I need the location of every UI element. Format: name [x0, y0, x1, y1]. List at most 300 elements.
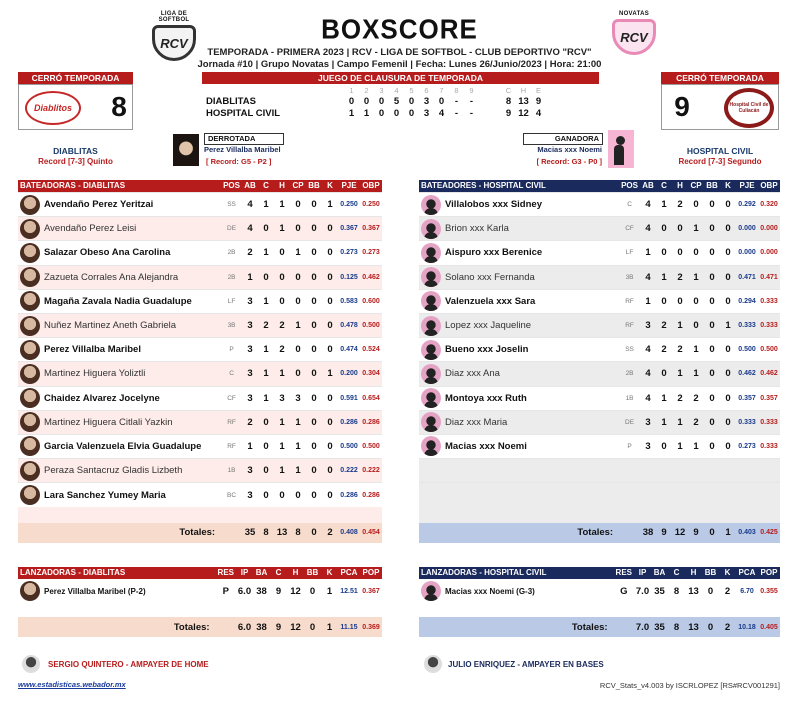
stat-bb: 0	[311, 223, 317, 235]
stat-ab: 4	[645, 344, 651, 356]
stat-k: 0	[725, 440, 731, 452]
pitching-col-header: C	[275, 568, 282, 577]
stat-pje: 0.333	[738, 322, 756, 330]
stat-pje: 0.292	[738, 201, 756, 209]
player-name[interactable]: Nuñez Martinez Aneth Gabriela	[44, 320, 177, 332]
pitcher-avatar	[421, 581, 441, 601]
player-pos: BC	[227, 491, 237, 499]
stat-ab: 4	[645, 368, 651, 380]
batting-col-header: OBP	[760, 181, 778, 190]
pit-pop: 0.367	[362, 587, 380, 595]
stat-c: 0	[661, 440, 667, 452]
stat-bb: 0	[709, 247, 715, 259]
inning-runs: -	[469, 108, 474, 119]
inning-runs: 3	[423, 96, 430, 107]
table-row	[18, 483, 382, 507]
inning-runs: 0	[348, 96, 355, 107]
linescore-total-h: 12	[518, 108, 529, 119]
stat-c: 0	[661, 247, 667, 259]
batting-col-header: C	[661, 181, 667, 190]
total-cp: 9	[693, 527, 699, 539]
stat-h: 0	[279, 247, 285, 259]
stat-k: 0	[327, 271, 333, 283]
batting-header-row	[18, 180, 382, 193]
linescore-team: HOSPITAL CIVIL	[206, 108, 281, 119]
stat-cp: 0	[295, 489, 301, 501]
player-name[interactable]: Villalobos xxx Sidney	[445, 199, 542, 211]
pit-total-ip: 6.0	[237, 621, 252, 633]
stat-ab: 1	[645, 247, 651, 259]
totals-label: Totales:	[571, 621, 608, 633]
total-k: 2	[327, 527, 333, 539]
stat-obp: 0.500	[362, 322, 380, 330]
stat-pje: 0.000	[738, 249, 756, 257]
loser-label: DERROTADA	[204, 133, 284, 145]
pit-total-pop: 0.369	[362, 623, 380, 631]
table-row	[18, 386, 382, 410]
stat-bb: 0	[311, 295, 317, 307]
losing-pitcher-photo	[173, 134, 199, 166]
total-ab: 35	[244, 527, 256, 539]
stat-bb: 0	[311, 344, 317, 356]
player-avatar	[20, 364, 40, 384]
stat-pje: 0.500	[340, 442, 358, 450]
stat-h: 1	[677, 440, 683, 452]
stat-c: 2	[661, 344, 667, 356]
inning-header: 9	[469, 86, 474, 95]
stat-k: 0	[725, 416, 731, 428]
pitching-col-header: IP	[638, 568, 647, 577]
stat-h: 0	[677, 223, 683, 235]
pitching-col-header: K	[724, 568, 731, 577]
game-banner: JUEGO DE CLAUSURA DE TEMPORADA	[202, 72, 599, 84]
pitcher-row	[419, 579, 780, 603]
pit-h: 12	[290, 585, 301, 597]
pitching-title: LANZADORAS - DIABLITAS	[20, 568, 126, 577]
stat-ab: 3	[247, 368, 253, 380]
pit-h: 13	[688, 585, 699, 597]
player-pos: SS	[227, 201, 236, 209]
stat-pje: 0.500	[738, 346, 756, 354]
player-avatar	[20, 291, 40, 311]
pit-total-pop: 0.405	[760, 623, 778, 631]
total-pje: 0.403	[738, 529, 756, 537]
stat-obp: 0.462	[362, 273, 380, 281]
stat-k: 0	[327, 344, 333, 356]
total-h: 13	[276, 527, 288, 539]
table-row	[419, 459, 780, 483]
batting-title: BATEADORES - HOSPITAL CIVIL	[421, 181, 546, 190]
inning-runs: 0	[393, 108, 400, 119]
stat-c: 1	[661, 199, 667, 211]
player-pos: 2B	[625, 370, 634, 378]
stat-h: 1	[279, 465, 285, 477]
player-pos: P	[627, 442, 632, 450]
umpire-home: SERGIO QUINTERO - AMPAYER DE HOME	[48, 660, 209, 669]
stat-cp: 1	[295, 416, 301, 428]
total-header: H	[520, 86, 527, 95]
stat-pje: 0.583	[340, 297, 358, 305]
stat-cp: 0	[693, 199, 699, 211]
stat-k: 1	[327, 368, 333, 380]
stat-c: 1	[263, 295, 269, 307]
stat-h: 0	[279, 271, 285, 283]
inning-runs: -	[454, 96, 459, 107]
totals-label: Totales:	[173, 621, 210, 633]
stat-obp: 0.500	[760, 346, 778, 354]
stat-h: 1	[279, 368, 285, 380]
player-name[interactable]: Martinez Higuera Yoliztli	[44, 368, 146, 380]
inning-runs: 0	[408, 108, 415, 119]
inning-runs: -	[454, 108, 459, 119]
player-name[interactable]: Peraza Santacruz Gladis Lizbeth	[44, 465, 183, 477]
home-team-record: Record [7-3] Segundo	[678, 157, 762, 166]
home-logo	[724, 88, 774, 128]
stat-pje: 0.200	[340, 370, 358, 378]
total-k: 1	[725, 527, 731, 539]
stat-obp: 0.320	[760, 201, 778, 209]
stat-bb: 0	[311, 368, 317, 380]
player-pos: P	[229, 346, 234, 354]
player-name[interactable]: Martinez Higuera Citlali Yazkin	[44, 416, 173, 428]
pit-total-k: 1	[326, 621, 333, 633]
table-row	[18, 434, 382, 458]
total-bb: 0	[709, 527, 715, 539]
player-avatar	[421, 412, 441, 432]
inning-header: 7	[439, 86, 444, 95]
inning-header: 5	[409, 86, 414, 95]
stat-cp: 0	[693, 320, 699, 332]
batting-title: BATEADORAS - DIABLITAS	[20, 181, 126, 190]
league-logo-caption: LIGA DE SOFTBOL	[158, 11, 190, 23]
table-row	[18, 241, 382, 265]
inning-runs: 1	[348, 108, 355, 119]
player-pos: DE	[625, 418, 635, 426]
player-name[interactable]: Zazueta Corrales Ana Alejandra	[44, 271, 179, 283]
player-name[interactable]: Solano xxx Fernanda	[445, 271, 535, 283]
pit-total-bb: 0	[707, 621, 714, 633]
stat-ab: 4	[247, 199, 253, 211]
stat-cp: 0	[295, 344, 301, 356]
stat-h: 1	[279, 416, 285, 428]
player-name[interactable]: Brion xxx Karla	[445, 223, 509, 235]
batting-header-row	[419, 180, 780, 193]
batting-col-header: K	[725, 181, 731, 190]
stat-cp: 1	[693, 368, 699, 380]
pit-total-k: 2	[724, 621, 731, 633]
pitching-col-header: H	[292, 568, 299, 577]
player-name[interactable]: Chaidez Alvarez Jocelyne	[44, 392, 160, 404]
player-pos: 3B	[625, 273, 634, 281]
player-avatar	[20, 195, 40, 215]
stat-pje: 0.367	[340, 225, 358, 233]
linescore-total-e: 9	[535, 96, 542, 107]
stat-cp: 0	[295, 368, 301, 380]
stat-h: 2	[677, 344, 683, 356]
table-row	[419, 313, 780, 337]
pit-pca: 6.70	[740, 587, 754, 595]
inning-runs: 0	[438, 96, 445, 107]
batting-col-header: AB	[642, 181, 654, 190]
rcv-logo-text: RCV	[160, 35, 188, 51]
batting-col-header: CP	[690, 181, 702, 190]
player-name[interactable]: Aispuro xxx Berenice	[445, 247, 543, 259]
inning-runs: 1	[363, 108, 370, 119]
batting-col-header: C	[263, 181, 269, 190]
pitching-totals-row	[18, 617, 382, 637]
pitcher-row	[18, 579, 382, 603]
stat-k: 0	[725, 247, 731, 259]
stat-c: 1	[661, 416, 667, 428]
stat-cp: 1	[693, 440, 699, 452]
stat-cp: 1	[295, 247, 301, 259]
stat-ab: 3	[645, 320, 651, 332]
player-pos: C	[627, 201, 632, 209]
stat-ab: 1	[247, 271, 253, 283]
stat-c: 1	[263, 247, 269, 259]
table-row	[18, 362, 382, 386]
player-name[interactable]: Magaña Zavala Nadia Guadalupe	[44, 295, 192, 307]
stat-obp: 0.471	[760, 273, 778, 281]
stat-bb: 0	[709, 392, 715, 404]
stat-ab: 4	[645, 271, 651, 283]
stat-obp: 0.273	[362, 249, 380, 257]
stat-k: 0	[327, 320, 333, 332]
player-name[interactable]: Montoya xxx Ruth	[445, 392, 527, 404]
winner-name: Macias xxx Noemi	[537, 145, 602, 154]
home-score-box	[661, 84, 779, 130]
totals-row	[419, 523, 780, 543]
stat-cp: 0	[693, 247, 699, 259]
away-team-record: Record [7-3] Quinto	[38, 157, 113, 166]
table-row	[18, 289, 382, 313]
player-name[interactable]: Avendaño Perez Leisi	[44, 223, 137, 235]
home-batting-table	[419, 180, 780, 543]
player-name[interactable]: Lara Sanchez Yumey Maria	[44, 489, 166, 501]
player-pos: LF	[227, 297, 236, 305]
player-avatar	[20, 388, 40, 408]
stat-bb: 0	[709, 440, 715, 452]
stat-c: 0	[661, 295, 667, 307]
pit-total-ba: 38	[256, 621, 267, 633]
pitching-col-header: IP	[240, 568, 249, 577]
player-avatar	[421, 388, 441, 408]
totals-row	[18, 523, 382, 543]
stat-h: 1	[677, 368, 683, 380]
winner-record: [ Record: G3 - P0 ]	[536, 157, 602, 166]
pit-total-c: 9	[275, 621, 282, 633]
away-batting-section	[18, 180, 382, 543]
stat-obp: 0.462	[760, 370, 778, 378]
stat-cp: 2	[693, 416, 699, 428]
inning-runs: 0	[363, 96, 370, 107]
stat-h: 2	[279, 344, 285, 356]
stat-h: 1	[677, 320, 683, 332]
linescore-row	[206, 96, 606, 108]
stat-h: 1	[677, 416, 683, 428]
stat-bb: 0	[709, 223, 715, 235]
linescore-team: DIABLITAS	[206, 96, 256, 107]
player-pos: RF	[227, 442, 236, 450]
total-header: E	[535, 86, 541, 95]
stat-k: 0	[725, 271, 731, 283]
pitching-col-header: BA	[653, 568, 666, 577]
inning-runs: 3	[423, 108, 430, 119]
player-avatar	[421, 219, 441, 239]
player-name[interactable]: Diaz xxx Maria	[445, 416, 508, 428]
stat-k: 0	[327, 416, 333, 428]
stat-ab: 4	[247, 223, 253, 235]
stat-pje: 0.273	[738, 442, 756, 450]
player-pos: SS	[625, 346, 634, 354]
pitching-col-header: K	[326, 568, 333, 577]
stat-k: 0	[327, 440, 333, 452]
stat-pje: 0.222	[340, 467, 358, 475]
stat-pje: 0.471	[738, 273, 756, 281]
pit-k: 1	[326, 585, 333, 597]
stat-cp: 1	[693, 223, 699, 235]
batting-col-header: H	[279, 181, 285, 190]
inning-runs: 0	[378, 108, 385, 119]
pitcher-name[interactable]: Perez Villalba Maribel (P-2)	[44, 586, 146, 596]
player-name[interactable]: Macias xxx Noemi	[445, 440, 527, 452]
stat-c: 1	[263, 199, 269, 211]
stat-c: 2	[661, 320, 667, 332]
rcv-novatas-logo-text: RCV	[620, 29, 648, 45]
stat-ab: 3	[247, 344, 253, 356]
home-pitching-section	[419, 567, 780, 637]
pit-total-pca: 11.15	[340, 623, 358, 631]
table-row	[18, 217, 382, 241]
table-row	[419, 362, 780, 386]
home-score: 9	[674, 91, 690, 122]
stat-k: 0	[725, 344, 731, 356]
player-name[interactable]: Bueno xxx Joselin	[445, 344, 529, 356]
stat-k: 1	[327, 199, 333, 211]
pit-res: P	[222, 585, 229, 597]
linescore-row	[206, 108, 606, 120]
player-name[interactable]: Lopez xxx Jaqueline	[445, 320, 532, 332]
batting-col-header: AB	[244, 181, 256, 190]
stat-k: 0	[725, 223, 731, 235]
inning-header: 6	[424, 86, 429, 95]
stat-cp: 1	[295, 465, 301, 477]
stat-bb: 0	[311, 320, 317, 332]
totals-label: Totales:	[179, 527, 216, 539]
home-status: CERRÓ TEMPORADA	[661, 72, 779, 84]
stat-pje: 0.357	[738, 394, 756, 402]
stat-ab: 2	[247, 247, 253, 259]
pit-ba: 35	[654, 585, 665, 597]
stat-c: 0	[661, 223, 667, 235]
stat-obp: 0.357	[760, 394, 778, 402]
stat-ab: 3	[645, 440, 651, 452]
stat-obp: 0.000	[760, 225, 778, 233]
linescore-total-c: 8	[505, 96, 512, 107]
table-row	[419, 241, 780, 265]
stat-ab: 2	[247, 416, 253, 428]
player-name[interactable]: Salazar Obeso Ana Carolina	[44, 247, 171, 259]
inning-runs: 4	[438, 108, 445, 119]
batting-col-header: H	[677, 181, 683, 190]
stat-ab: 3	[247, 295, 253, 307]
stat-k: 0	[725, 368, 731, 380]
pitching-col-header: RES	[615, 568, 632, 577]
batting-col-header: BB	[706, 181, 718, 190]
pit-bb: 0	[309, 585, 316, 597]
linescore-header	[206, 86, 606, 96]
player-name[interactable]: Perez Villalba Maribel	[44, 344, 141, 356]
player-avatar	[20, 316, 40, 336]
linescore	[206, 86, 606, 120]
pitching-col-header: BB	[306, 568, 319, 577]
pitching-col-header: POP	[362, 568, 380, 577]
stat-ab: 3	[247, 320, 253, 332]
umpire-home-icon	[22, 655, 40, 673]
away-score: 8	[111, 91, 127, 122]
stat-pje: 0.478	[340, 322, 358, 330]
pit-total-ip: 7.0	[635, 621, 650, 633]
stat-bb: 0	[709, 368, 715, 380]
away-logo	[25, 91, 81, 125]
player-pos: 2B	[227, 249, 236, 257]
player-name[interactable]: Avendaño Perez Yeritzai	[44, 199, 154, 211]
stat-obp: 0.286	[362, 418, 380, 426]
table-row	[18, 313, 382, 337]
inning-runs: 0	[408, 96, 415, 107]
player-name[interactable]: Valenzuela xxx Sara	[445, 295, 536, 307]
stat-pje: 0.333	[738, 418, 756, 426]
pitcher-name[interactable]: Macias xxx Noemi (G-3)	[445, 586, 535, 596]
winning-pitcher-photo	[608, 130, 634, 168]
batting-col-header: BB	[308, 181, 320, 190]
stat-obp: 0.333	[760, 297, 778, 305]
total-c: 8	[263, 527, 269, 539]
home-team-name: HOSPITAL CIVIL	[686, 146, 754, 156]
stat-cp: 3	[295, 392, 301, 404]
website-link[interactable]: www.estadisticas.webador.mx	[18, 680, 126, 689]
player-pos: CF	[625, 225, 634, 233]
totals-label: Totales:	[577, 527, 614, 539]
stat-k: 0	[327, 223, 333, 235]
novatas-caption: NOVATAS	[618, 11, 650, 17]
table-row	[419, 289, 780, 313]
total-header: C	[505, 86, 512, 95]
total-h: 12	[674, 527, 686, 539]
stat-h: 2	[279, 320, 285, 332]
total-c: 9	[661, 527, 667, 539]
player-name[interactable]: Garcia Valenzuela Elvia Guadalupe	[44, 440, 202, 452]
player-pos: 2B	[227, 273, 236, 281]
pit-c: 8	[673, 585, 680, 597]
player-avatar	[421, 195, 441, 215]
stat-cp: 0	[295, 295, 301, 307]
stat-obp: 0.000	[760, 249, 778, 257]
home-pitching-table	[419, 567, 780, 637]
stat-bb: 0	[709, 416, 715, 428]
away-score-box	[18, 84, 133, 130]
stat-cp: 1	[693, 344, 699, 356]
pitching-col-header: PCA	[340, 568, 358, 577]
stat-c: 2	[263, 320, 269, 332]
player-pos: CF	[227, 394, 236, 402]
winner-label: GANADORA	[523, 133, 603, 145]
stat-cp: 1	[693, 271, 699, 283]
credit: RCV_Stats_v4.003 by ISCRLOPEZ [RS#RCV001291]	[599, 681, 780, 690]
player-name[interactable]: Diaz xxx Ana	[445, 368, 500, 380]
stat-c: 1	[263, 368, 269, 380]
stat-obp: 0.333	[760, 322, 778, 330]
